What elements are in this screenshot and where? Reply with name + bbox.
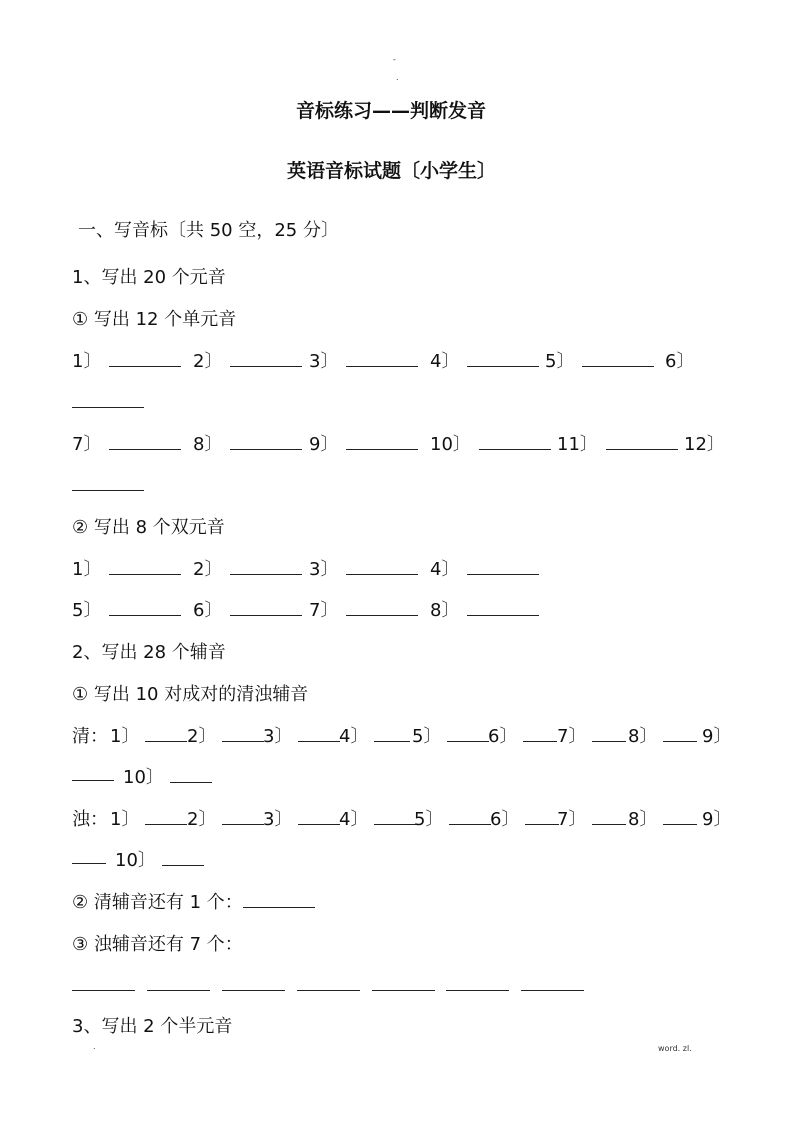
answer-blank[interactable]	[72, 407, 144, 408]
diphthong-item-8: 8〕	[430, 596, 539, 622]
voiced-item-4: 4〕	[339, 805, 416, 831]
monophthong-item-7: 7〕	[72, 430, 181, 456]
answer-blank[interactable]	[72, 863, 106, 864]
answer-blank[interactable]	[521, 990, 584, 991]
voiceless-item-4: 4〕	[339, 722, 410, 748]
voiced-item-9: 9〕	[702, 809, 732, 830]
answer-blank[interactable]	[222, 990, 285, 991]
monophthong-item-2: 2〕	[193, 347, 302, 373]
monophthong-item-6: 6〕	[665, 351, 695, 372]
voiceless-item-5: 5〕	[412, 722, 489, 748]
voiced-item-2: 2〕	[187, 805, 264, 831]
page-title: 音标练习——判断发音	[296, 100, 487, 122]
question-1a: ① 写出 12 个单元音	[72, 309, 237, 330]
question-2a: ① 写出 10 对成对的清浊辅音	[72, 684, 309, 705]
question-3: 3、写出 2 个半元音	[72, 1016, 233, 1037]
answer-blank[interactable]	[72, 490, 144, 491]
voiceless-label: 清：	[72, 726, 108, 747]
monophthong-item-4: 4〕	[430, 347, 539, 373]
voiced-item-3: 3〕	[263, 805, 340, 831]
voiceless-item-6: 6〕	[488, 722, 557, 748]
voiceless-item-3: 3〕	[263, 722, 340, 748]
voiced-label: 浊：	[72, 809, 108, 830]
header-mark: -	[393, 55, 396, 64]
answer-blank[interactable]	[372, 990, 435, 991]
voiced-item-10: 10〕	[115, 846, 204, 872]
section-heading: 一、写音标〔共 50 空，25 分〕	[78, 220, 339, 241]
question-1b: ② 写出 8 个双元音	[72, 517, 225, 538]
monophthong-item-3: 3〕	[309, 347, 418, 373]
answer-blank[interactable]	[297, 990, 360, 991]
question-2b: ② 清辅音还有 1 个：	[72, 888, 315, 914]
voiceless-item-7: 7〕	[557, 722, 626, 748]
diphthong-item-7: 7〕	[309, 596, 418, 622]
answer-blank[interactable]	[147, 990, 210, 991]
voiced-item-8: 8〕	[628, 805, 697, 831]
voiceless-item-10: 10〕	[123, 763, 212, 789]
footer-text: word. zl.	[658, 1044, 692, 1053]
voiced-item-1: 1〕	[110, 805, 187, 831]
voiceless-item-1: 1〕	[110, 722, 187, 748]
voiced-item-6: 6〕	[490, 805, 559, 831]
question-2c: ③ 浊辅音还有 7 个：	[72, 934, 243, 955]
voiced-item-5: 5〕	[414, 805, 491, 831]
diphthong-item-1: 1〕	[72, 555, 181, 581]
answer-blank[interactable]	[72, 780, 114, 781]
voiced-item-7: 7〕	[557, 805, 626, 831]
voiceless-item-9: 9〕	[702, 726, 732, 747]
diphthong-item-5: 5〕	[72, 596, 181, 622]
question-1: 1、写出 20 个元音	[72, 267, 226, 288]
monophthong-item-12: 12〕	[684, 434, 725, 455]
monophthong-item-8: 8〕	[193, 430, 302, 456]
diphthong-item-2: 2〕	[193, 555, 302, 581]
question-2: 2、写出 28 个辅音	[72, 642, 226, 663]
voiceless-item-8: 8〕	[628, 722, 697, 748]
header-dot: .	[396, 73, 399, 82]
answer-blank[interactable]	[446, 990, 509, 991]
monophthong-item-5: 5〕	[545, 347, 654, 373]
page-subtitle: 英语音标试题〔小学生〕	[287, 160, 497, 182]
diphthong-item-6: 6〕	[193, 596, 302, 622]
monophthong-item-1: 1〕	[72, 347, 181, 373]
diphthong-item-4: 4〕	[430, 555, 539, 581]
monophthong-item-9: 9〕	[309, 430, 418, 456]
voiceless-item-2: 2〕	[187, 722, 264, 748]
footer-dot: .	[93, 1042, 96, 1051]
diphthong-item-3: 3〕	[309, 555, 418, 581]
answer-blank[interactable]	[72, 990, 135, 991]
monophthong-item-10: 10〕	[430, 430, 551, 456]
monophthong-item-11: 11〕	[557, 430, 678, 456]
